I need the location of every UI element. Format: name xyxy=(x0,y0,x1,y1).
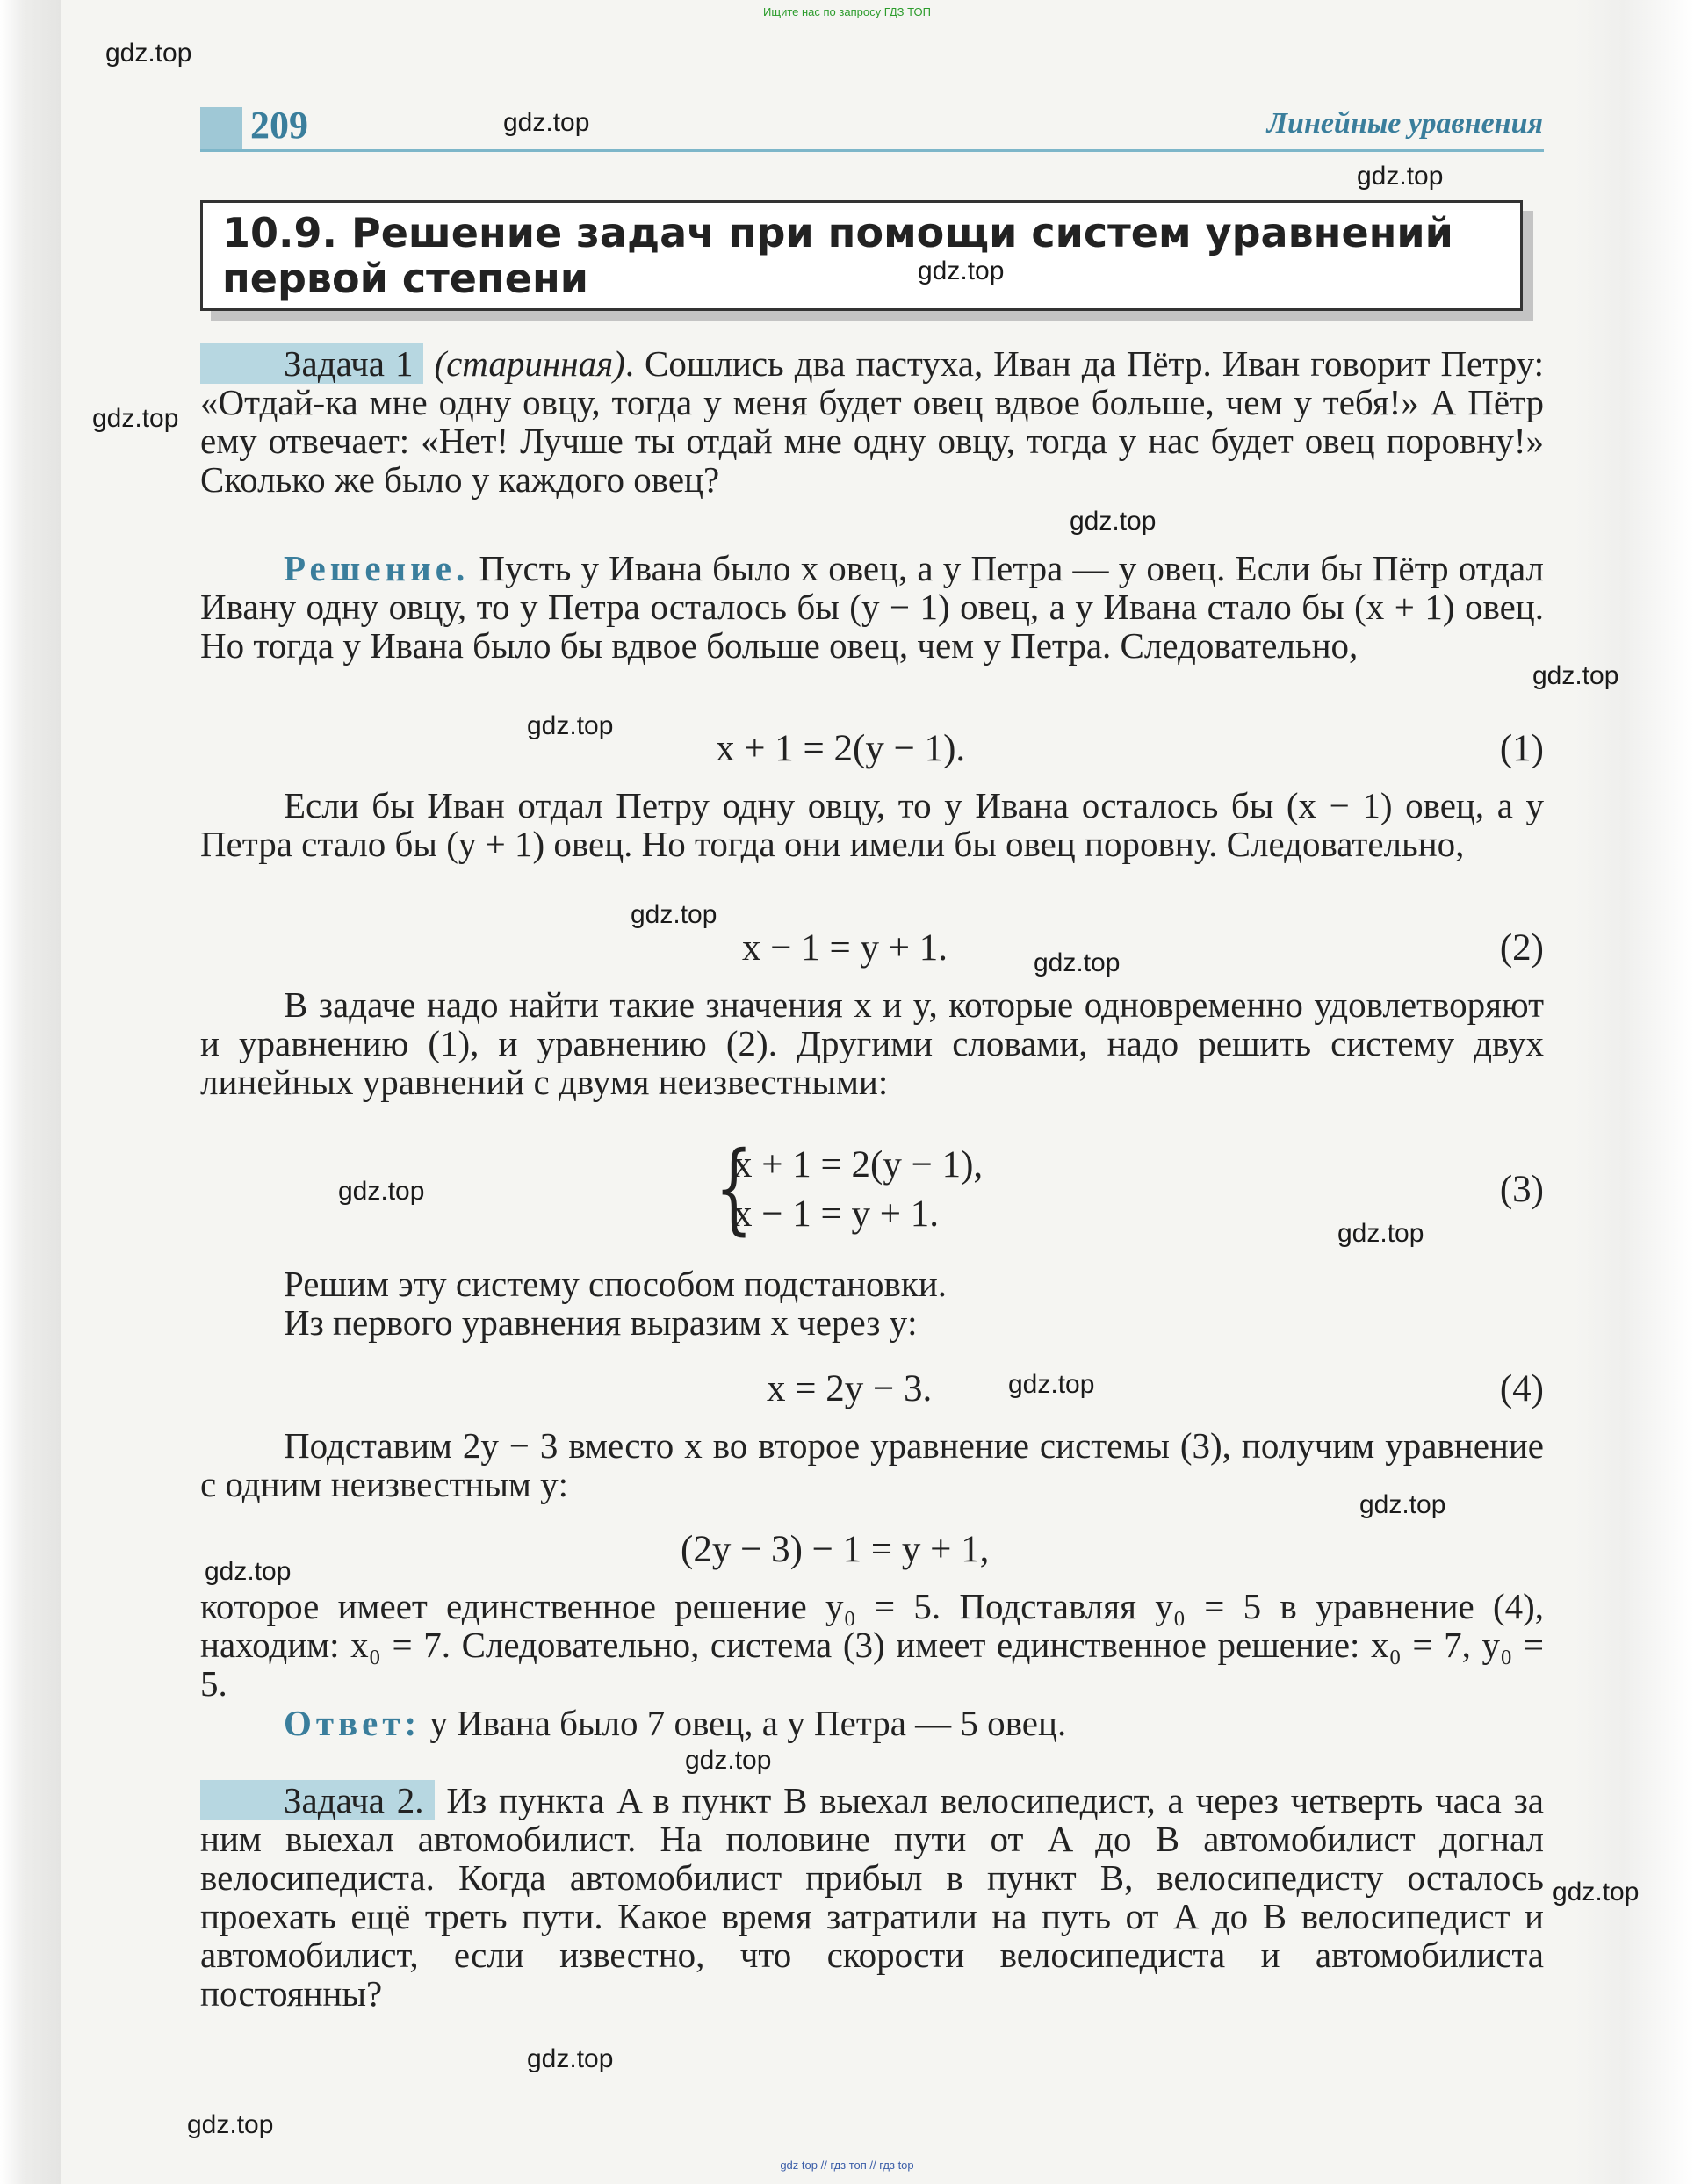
task2-paragraph xyxy=(200,1781,1544,2013)
equation-1: x + 1 = 2(y − 1). xyxy=(716,728,966,769)
equation-4: x = 2y − 3. xyxy=(767,1368,933,1409)
bottom-banner: gdz top // гдз топ // гдз top xyxy=(780,2159,914,2172)
watermark: gdz.top xyxy=(1359,1490,1446,1519)
watermark: gdz.top xyxy=(631,900,717,929)
page-number: 209 xyxy=(250,104,308,147)
section-title-box xyxy=(200,200,1523,311)
watermark: gdz.top xyxy=(92,404,179,433)
scan-shadow-right xyxy=(1575,0,1694,2184)
system-equation-1: x + 1 = 2(y − 1), xyxy=(733,1144,984,1186)
section-title xyxy=(222,210,1453,301)
solution-text-4a: Решим эту систему способом подстановки. xyxy=(284,1264,948,1304)
watermark: gdz.top xyxy=(527,711,614,740)
section-title-line-1: 10.9. Решение задач при помощи систем уравнений xyxy=(222,209,1453,256)
section-title-line-2: первой степени xyxy=(222,255,588,302)
task1-text: . Сошлись два пастуха, Иван да Пётр. Иван говорит Петру: «Отдай-ка мне одну овцу, тогда у меня будет овец вдвое больше, чем у тебя!» А Пётр ему отвечает: «Нет! Лучше ты отдай мне одну овцу, тогда у нас будет овец поровну!» Сколько же было у каждого овец? xyxy=(200,343,1544,500)
solution-label: Решение. xyxy=(284,548,470,588)
watermark: gdz.top xyxy=(1337,1219,1424,1248)
system-number: (3) xyxy=(1499,1169,1544,1210)
answer-text: у Ивана было 7 овец, а у Петра — 5 овец. xyxy=(421,1703,1067,1743)
equation-4-number: (4) xyxy=(1499,1368,1544,1409)
solution-text-5: Подставим 2y − 3 вместо x во второе уравнение системы (3), получим уравнение с одним неизвестным y: xyxy=(200,1425,1544,1504)
top-banner: Ищите нас по запросу ГДЗ ТОП xyxy=(763,5,931,18)
watermark: gdz.top xyxy=(1070,507,1157,536)
watermark: gdz.top xyxy=(685,1746,772,1775)
solution-text-3: В задаче надо найти такие значения x и y, которые одновременно удовлетворяют и уравнению (1), и уравнению (2). Другими словами, надо решить систему двух линейных уравнений с двумя неизвестными: xyxy=(200,984,1544,1102)
solution-text-2: Если бы Иван отдал Петру одну овцу, то у Ивана осталось бы (x − 1) овец, а у Петра стало бы (y + 1) овец. Но тогда они имели бы овец поровну. Следовательно, xyxy=(200,785,1544,864)
watermark: gdz.top xyxy=(187,2110,274,2139)
system-equation-2: x − 1 = y + 1. xyxy=(733,1193,940,1235)
solution-text-6: которое имеет единственное решение y₀ = 5. Подставляя y₀ = 5 в уравнение (4), находим: x₀ = 7. Следовательно, система (3) имеет единственное решение: x₀ = 7, y₀ = 5. xyxy=(200,1586,1544,1704)
watermark: gdz.top xyxy=(1532,661,1619,690)
solution-paragraph-3 xyxy=(200,985,1544,1101)
solution-text-4b: Из первого уравнения выразим x через y: xyxy=(284,1302,918,1343)
watermark: gdz.top xyxy=(205,1557,292,1586)
equation-5: (2y − 3) − 1 = y + 1, xyxy=(681,1529,990,1570)
solution-text-1: Пусть у Ивана было x овец, а у Петра — y овец. Если бы Пётр отдал Ивану одну овцу, то у Петра осталось бы (y − 1) овец, а у Ивана стало бы (x + 1) овец. Но тогда у Ивана было бы вдвое больше овец, чем у Петра. Следовательно, xyxy=(200,548,1545,666)
running-title: Линейные уравнения xyxy=(1266,107,1543,140)
answer-paragraph xyxy=(200,1704,1544,1742)
task2-label: Задача 2. xyxy=(200,1780,435,1820)
solution-paragraph-4 xyxy=(200,1265,1544,1342)
task2-text: Из пункта A в пункт B выехал велосипедист, а через четверть часа за ним выехал автомобилист. На половине пути от A до B автомобилист догнал велосипедиста. Когда автомобилист прибыл в пункт B, велосипедисту осталось проехать ещё треть пути. Какое время затратили на путь от A до B велосипедист и автомобилист, если известно, что скорости велосипедиста и автомобилиста постоянны? xyxy=(200,1780,1545,2014)
task1-label: Задача 1 xyxy=(200,343,423,384)
watermark: gdz.top xyxy=(1553,1878,1640,1906)
solution-paragraph-2 xyxy=(200,786,1544,863)
solution-paragraph-5 xyxy=(200,1426,1544,1503)
watermark: gdz.top xyxy=(338,1177,425,1206)
system-brace: { xyxy=(715,1131,753,1245)
watermark: gdz.top xyxy=(105,39,192,68)
solution-paragraph-6 xyxy=(200,1587,1544,1703)
scan-shadow-left xyxy=(0,0,61,2184)
solution-paragraph-1 xyxy=(200,549,1544,665)
equation-2-number: (2) xyxy=(1499,927,1544,969)
header-rule xyxy=(200,149,1544,152)
task1-subtitle: (старинная) xyxy=(434,343,625,384)
equation-1-number: (1) xyxy=(1499,728,1544,769)
page-number-marker xyxy=(200,107,242,151)
watermark: gdz.top xyxy=(1357,162,1444,191)
task1-paragraph xyxy=(200,344,1544,499)
watermark: gdz.top xyxy=(527,2044,614,2073)
answer-label: Ответ: xyxy=(284,1703,422,1743)
equation-2: x − 1 = y + 1. xyxy=(742,927,948,969)
watermark: gdz.top xyxy=(1008,1370,1095,1399)
watermark: gdz.top xyxy=(503,108,590,137)
watermark: gdz.top xyxy=(1034,948,1121,977)
watermark: gdz.top xyxy=(918,256,1005,285)
